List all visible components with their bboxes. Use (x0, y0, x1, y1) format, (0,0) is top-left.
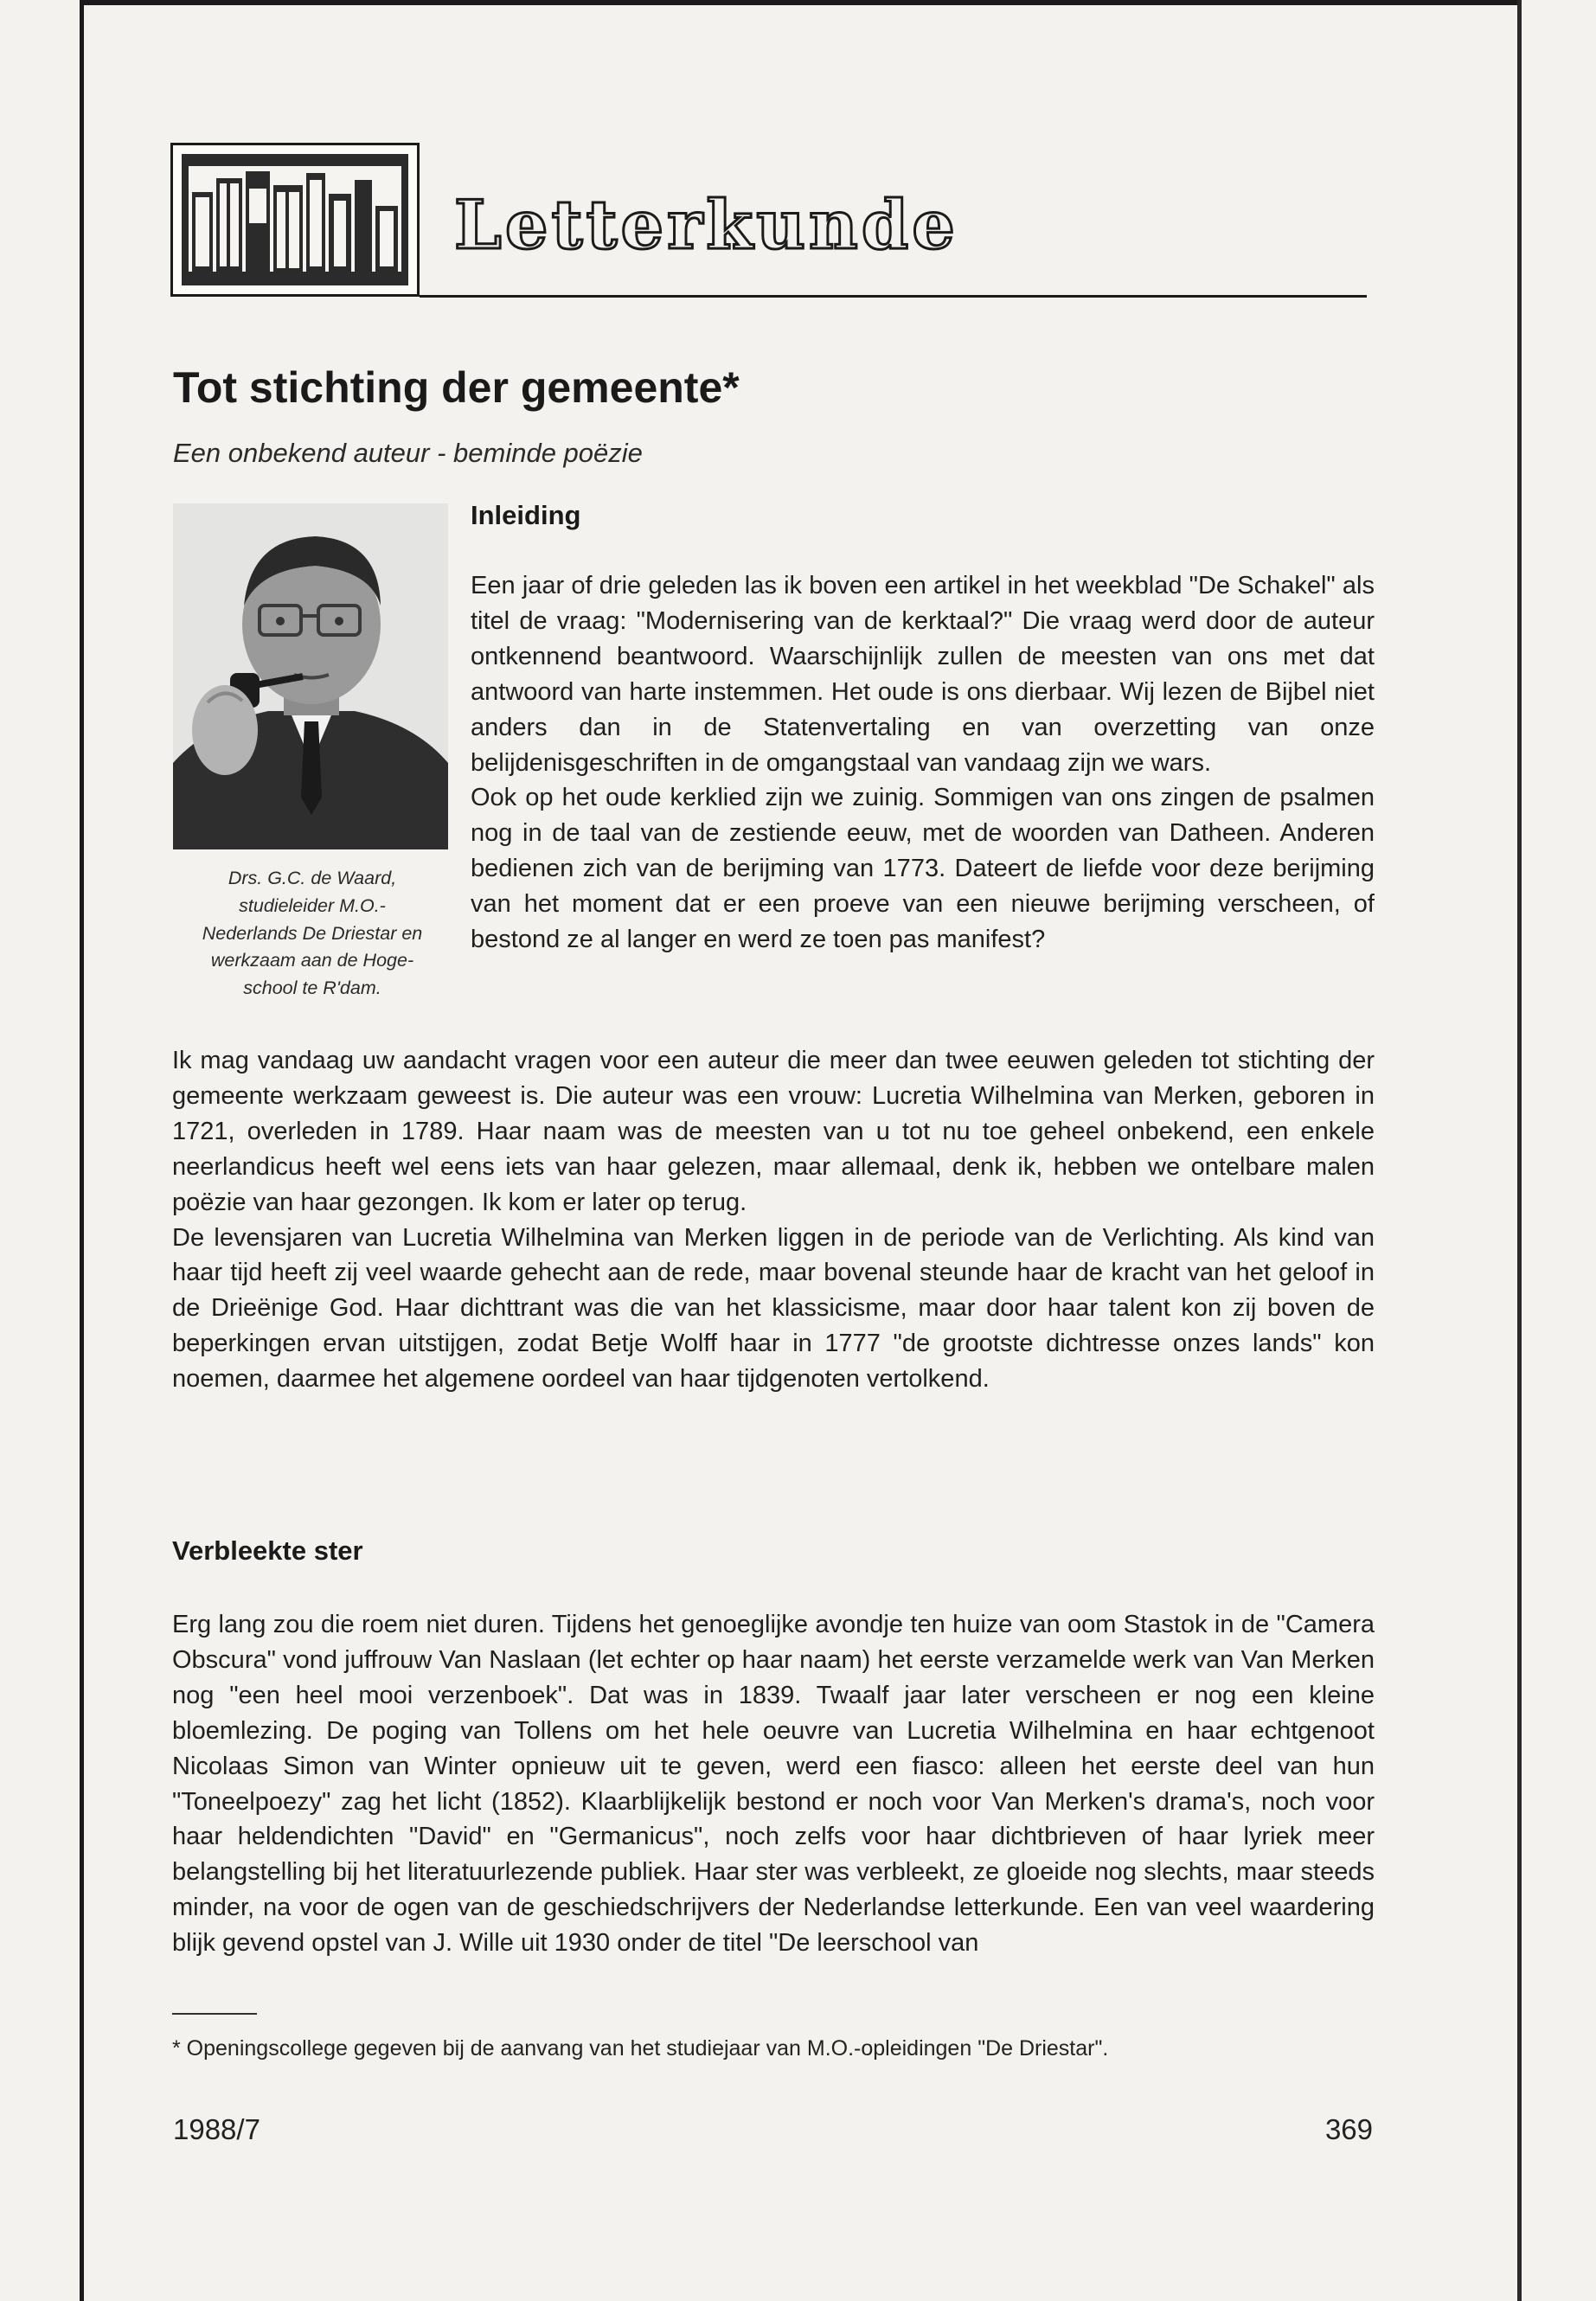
section-title: Letterkunde (454, 186, 958, 265)
paragraph: Ook op het oude kerklied zijn we zuinig. Sommigen van ons zingen de psalmen nog in de taal van de zestiende eeuw, met de woorden van Datheen. Anderen bedienen zich van de berijming van 1773. Dateert de liefde voor deze berijming van het moment dat er een proeve van een nieuwe berijming verscheen, of bestond ze al langer en werd ze toen pas manifest? (471, 784, 1375, 954)
caption-line: Nederlands De Driestar en (202, 922, 423, 944)
footnote: * Openingscollege gegeven bij de aanvang van het studiejaar van M.O.-opleidingen "De Driestar". (172, 2036, 1109, 2061)
verbleekte-ster-column (172, 1607, 1375, 1961)
paragraph: Erg lang zou die roem niet duren. Tijdens het genoeglijke avondje ten huize van oom Stastok in de "Camera Obscura" vond juffrouw Van Naslaan (let echter op haar naam) het eerste verzamelde werk van Van Merken nog "een heel mooi verzenboek". Dat was in 1839. Twaalf jaar later verscheen er nog een kleine bloemlezing. De poging van Tollens om het hele oeuvre van Lucretia Wilhelmina en haar echtgenoot Nicolaas Simon van Winter opnieuw uit te geven, werd een fiasco: alleen het eerste deel van hun "Toneelpoezy" zag het licht (1852). Klaarblijkelijk bestond er noch voor Van Merken's drama's, noch voor haar heldendichten "David" en "Germanicus", noch zelfs voor haar dichtbrieven of haar lyriek meer belangstelling bij het literatuurlezende publiek. Haar ster was verbleekt, ze gloeide nog slechts, maar steeds minder, na voor de ogen van de geschiedschrijvers der Nederlandse letterkunde. Een van veel waardering blijk gevend opstel van J. Wille uit 1930 onder de titel "De leerschool van (172, 1611, 1375, 1958)
page-number: 369 (1324, 2113, 1373, 2145)
article-title: Tot stichting der gemeente* (173, 363, 740, 412)
caption-line: werkzaam aan de Hoge- (210, 950, 414, 971)
page-border-left (80, 0, 84, 2301)
paragraph: De levensjaren van Lucretia Wilhelmina van Merken liggen in de periode van de Verlichting. Als kind van haar tijd heeft zij veel waarde gehecht aan de rede, maar bovenal steunde haar de kracht van het geloof in de Drieënige God. Haar dichttrant was die van het klassicisme, maar door haar talent kon zij boven de beperkingen ervan uitstijgen, zodat Betje Wolff haar in 1777 "de grootste dichtresse onzes lands" kon noemen, daarmee het algemene oordeel van haar tijdgenoten vertolkend. (172, 1223, 1375, 1394)
footnote-rule (172, 2013, 257, 2015)
page-border-top (80, 0, 1520, 5)
intro-narrow-column (471, 568, 1375, 958)
bookshelf-icon (170, 143, 420, 297)
section-heading-inleiding: Inleiding (471, 500, 581, 530)
caption-line: Drs. G.C. de Waard, (228, 868, 397, 888)
paragraph: Ik mag vandaag uw aandacht vragen voor een auteur die meer dan twee eeuwen geleden tot stichting der gemeente werkzaam geweest is. Die auteur was een vrouw: Lucretia Wilhelmina van Merken, geboren in 1721, overleden in 1789. Haar naam was de meesten van u tot nu toe geheel onbekend, een enkele neerlandicus heeft wel eens iets van haar gelezen, maar allemaal, denk ik, hebben we ontelbare malen poëzie van haar gezongen. Ik kom er later op terug. (172, 1047, 1375, 1216)
header-rule (420, 295, 1367, 298)
page-border-right (1517, 0, 1522, 2301)
section-heading-verbleekte-ster: Verbleekte ster (172, 1535, 363, 1566)
caption-line: studieleider M.O.- (239, 894, 386, 916)
article-subtitle: Een onbekend auteur - beminde poëzie (173, 438, 643, 468)
portrait-caption (170, 865, 455, 1003)
author-portrait (173, 503, 448, 849)
paragraph: Een jaar of drie geleden las ik boven een artikel in het weekblad "De Schakel" als titel de vraag: "Modernisering van de kerktaal?" Die vraag werd door de auteur ontkennend beantwoord. Waarschijnlijk zullen de meesten van ons met dat antwoord van harte instemmen. Het oude is ons dierbaar. Wij lezen de Bijbel niet anders dan in de Statenvertaling en van overzetting van onze belijdenisgeschriften in de omgangstaal van vandaag zijn we wars. (471, 572, 1375, 777)
issue-number: 1988/7 (173, 2113, 260, 2145)
caption-line: school te R'dam. (243, 977, 381, 999)
intro-wide-column (172, 1043, 1375, 1397)
